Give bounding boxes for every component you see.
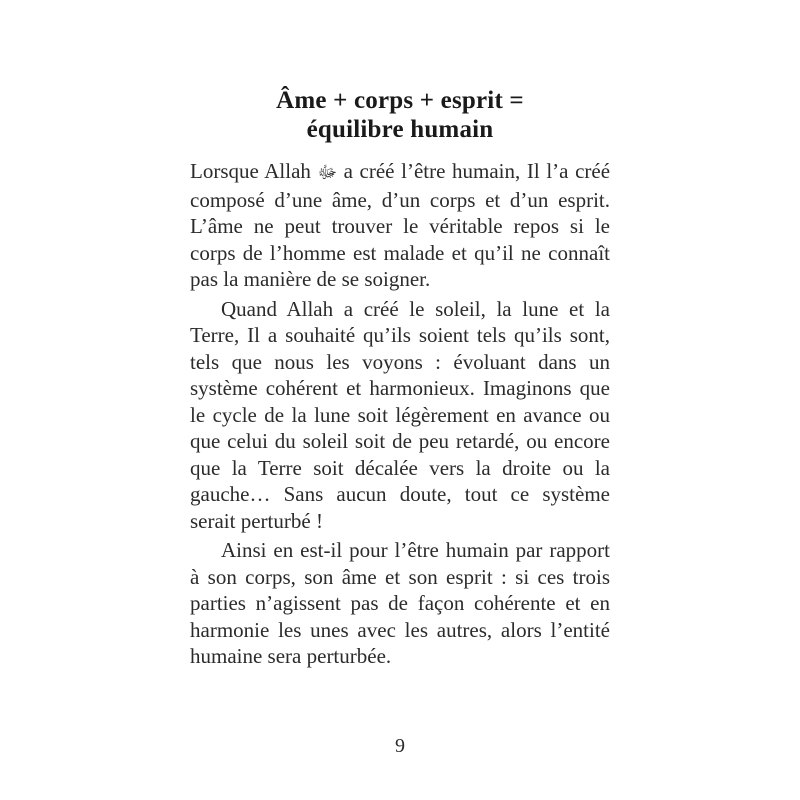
paragraph-2: Quand Allah a créé le soleil, la lune et la Terre, Il a souhaité qu’ils soient tels qu’ils sont, tels que nous les voyons : évoluant dans un système cohérent et harmonieux. Imaginons que le cycle de la lune soit légèrement en avance ou que celui du soleil soit de peu retardé, ou encore que la Terre soit décalée vers la droite ou la gauche… Sans aucun doute, tout ce système serait perturbé ! (190, 296, 610, 533)
chapter-title-line-1: Âme + corps + esprit = (276, 87, 524, 114)
chapter-title (0, 0, 800, 144)
chapter-title-line-2: équilibre humain (306, 116, 494, 143)
page-number: 9 (395, 735, 405, 757)
allah-honorific-calligraphy: ﷻ (317, 163, 337, 182)
body-text (190, 158, 610, 670)
paragraph-1-lead: Lorsque Allah (190, 159, 311, 183)
paragraph-3: Ainsi en est-il pour l’être humain par rapport à son corps, son âme et son esprit : si ces trois parties n’agissent pas de façon cohérente et en harmonie les unes avec les autres, alors l’entité humaine sera perturbée. (190, 538, 610, 668)
paragraph-1 (190, 158, 610, 293)
paragraph-1-rest: a créé l’être humain, Il l’a créé composé d’une âme, d’un corps et d’un esprit. L’âme ne peut trouver le véritable repos si le corps de l’homme est malade et qu’il ne connaît pas la manière de se soigner. (190, 159, 611, 291)
